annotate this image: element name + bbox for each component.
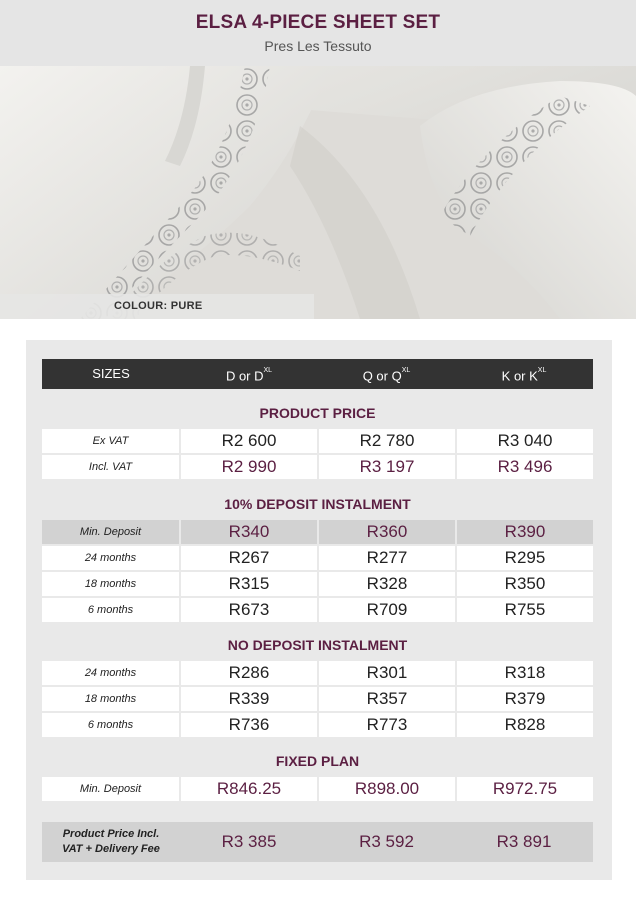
total-label-line1: Product Price Incl. (62, 828, 160, 840)
price-cell: R301 (319, 661, 455, 685)
size-king-header: K or $K^{XL}$ (501, 367, 547, 384)
price-cell: R318 (457, 661, 593, 685)
price-cell: R898.00 (319, 777, 455, 801)
table-header-row (42, 359, 593, 389)
row-label: 18 months (42, 572, 179, 596)
price-cell: R2 990 (181, 455, 317, 479)
price-cell: R295 (457, 546, 593, 570)
price-cell: R828 (457, 713, 593, 737)
row-label: Min. Deposit (42, 520, 179, 544)
price-cell: R736 (181, 713, 317, 737)
table-row (42, 777, 593, 801)
table-row (42, 598, 593, 622)
price-cell: R972.75 (457, 777, 593, 801)
price-cell: R315 (181, 572, 317, 596)
table-row (42, 429, 593, 453)
total-label (42, 827, 180, 857)
table-row (42, 455, 593, 479)
price-cell: R360 (319, 520, 455, 544)
price-cell: R267 (181, 546, 317, 570)
section-title-no-deposit-instalment: NO DEPOSIT INSTALMENT (227, 637, 408, 653)
price-cell: R755 (457, 598, 593, 622)
total-value: R3 385 (221, 832, 277, 851)
price-cell: R2 780 (319, 429, 455, 453)
price-cell: R357 (319, 687, 455, 711)
size-double-header: D or $D^{XL}$ (225, 367, 273, 384)
price-cell: R379 (457, 687, 593, 711)
page-header (0, 0, 636, 66)
total-price-row (42, 822, 593, 862)
table-row (42, 661, 593, 685)
price-cell: R3 197 (319, 455, 455, 479)
price-cell: R277 (319, 546, 455, 570)
row-label: Ex VAT (42, 429, 179, 453)
row-label: 24 months (42, 661, 179, 685)
section-title-deposit-instalment: 10% DEPOSIT INSTALMENT (224, 496, 411, 512)
section-title-product-price: PRODUCT PRICE (259, 405, 376, 421)
colour-label (0, 294, 314, 319)
total-value: R3 592 (359, 832, 414, 851)
price-cell: R3 040 (457, 429, 593, 453)
price-cell: R773 (319, 713, 455, 737)
row-label: 24 months (42, 546, 179, 570)
row-label: 18 months (42, 687, 179, 711)
row-label: 6 months (42, 598, 179, 622)
total-value: R3 891 (496, 832, 552, 851)
sizes-header: SIZES (92, 366, 130, 381)
size-queen-header: Q or $Q^{XL}$ (362, 367, 411, 384)
price-cell: R673 (181, 598, 317, 622)
table-row (42, 520, 593, 544)
price-cell: R3 496 (457, 455, 593, 479)
price-cell: R846.25 (181, 777, 317, 801)
row-label: Min. Deposit (42, 777, 179, 801)
table-row (42, 546, 593, 570)
row-label: Incl. VAT (42, 455, 179, 479)
price-cell: R350 (457, 572, 593, 596)
table-row (42, 687, 593, 711)
product-title: ELSA 4-PIECE SHEET SET (195, 12, 441, 33)
price-cell: R340 (181, 520, 317, 544)
price-cell: R709 (319, 598, 455, 622)
table-row (42, 713, 593, 737)
price-cell: R286 (181, 661, 317, 685)
product-photo (0, 66, 636, 319)
colour-label-text: COLOUR: PURE (114, 300, 203, 312)
brand-subtitle: Pres Les Tessuto (264, 38, 372, 54)
sheet-set-illustration (0, 66, 636, 319)
price-cell: R2 600 (181, 429, 317, 453)
total-label-line2: VAT + Delivery Fee (62, 843, 160, 855)
table-row (42, 572, 593, 596)
price-cell: R390 (457, 520, 593, 544)
row-label: 6 months (42, 713, 179, 737)
section-title-fixed-plan: FIXED PLAN (275, 753, 360, 769)
price-cell: R339 (181, 687, 317, 711)
price-cell: R328 (319, 572, 455, 596)
